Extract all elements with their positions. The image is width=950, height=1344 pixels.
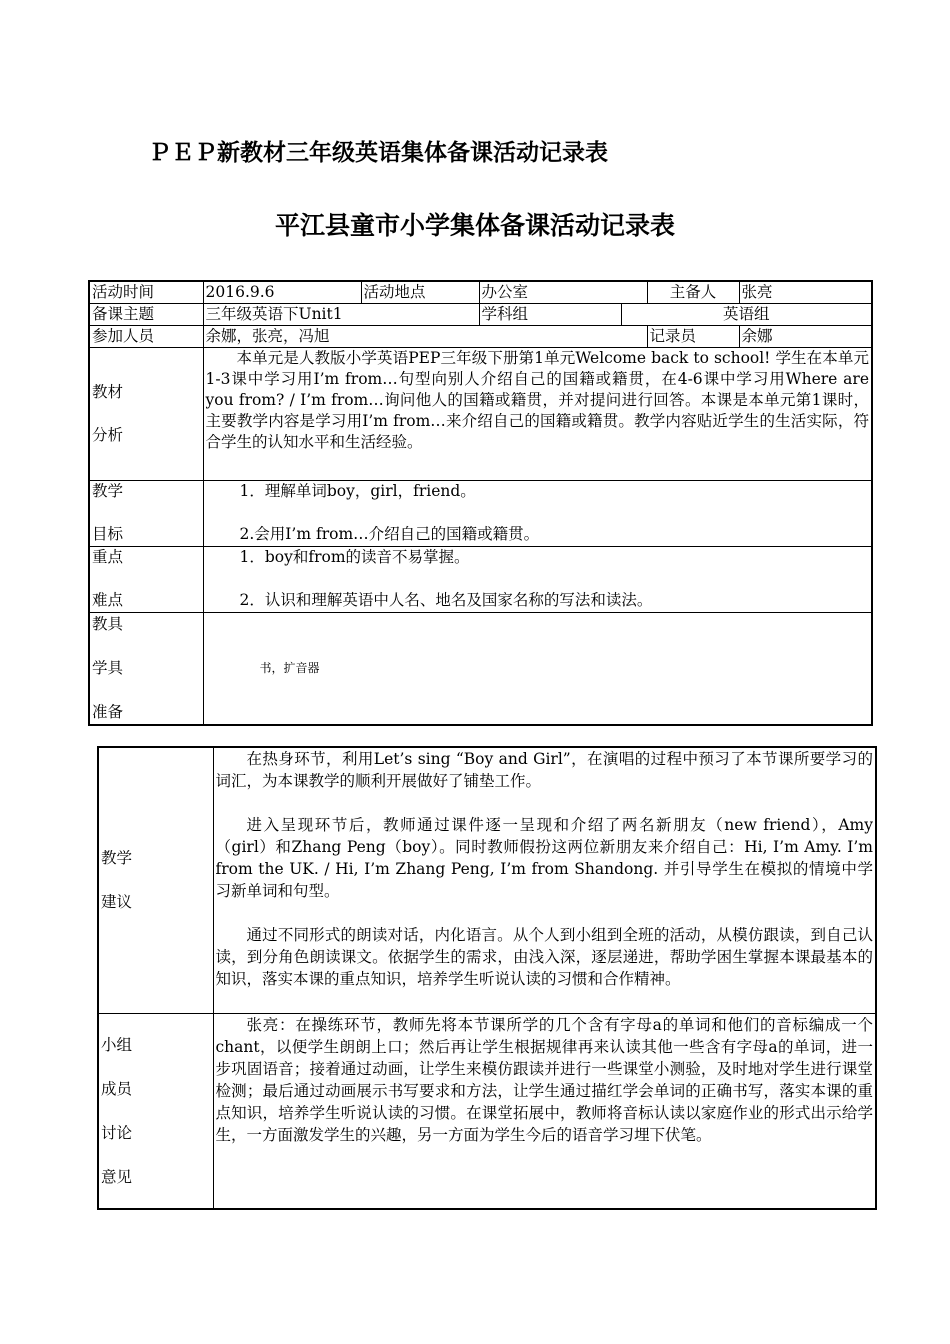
group-value: 英语组 [621,304,872,326]
activity-record-table [88,280,873,726]
topic-label: 备课主题 [89,304,203,326]
discussion-row [98,1013,876,1209]
participants-value: 余娜，张亮，冯旭 [203,326,647,348]
place-value: 办公室 [479,281,647,304]
suggestions-row [98,747,876,1013]
tools-label: 教具 学具 准备 [89,613,203,725]
analysis-label: 教材 分析 [89,348,203,481]
host-value: 张亮 [739,281,872,304]
place-label: 活动地点 [361,281,479,304]
suggestion-para-2: 进入呈现环节后，教师通过课件逐一呈现和介绍了两名新朋友（new friend），Amy（girl）和Zhang Peng（boy）。同时教师假扮这两位新朋友来介绍自己：Hi, I’m Amy. I’m from the UK. / Hi, I’m Zhang Peng, I’m from Shandong. 并引导学生在模拟的情境中学习新单词和句型。 [215,816,873,900]
goal-item-2: 2.会用I’m from…介绍自己的国籍或籍贯。 [239,525,540,543]
keypoint-item-1: 1．boy和from的读音不易掌握。 [239,548,470,566]
group-label: 学科组 [479,304,621,326]
keypoint-item-2: 2．认识和理解英语中人名、地名及国家名称的写法和读法。 [239,591,653,609]
participants-label: 参加人员 [89,326,203,348]
discussion-label: 小组 成员 讨论 意见 [98,1013,213,1209]
info-row-3 [89,326,872,348]
tools-row [89,613,872,725]
analysis-text: 本单元是人教版小学英语PEP三年级下册第1单元Welcome back to school! 学生在本单元1-3课中学习用I’m from…句型向别人介绍自己的国籍或籍贯，在4-6课中学习用Where are you from? / I’m from…询问他人的国籍或籍贯，并对提问进行回答。本课是本单元第1课时，主要教学内容是学习用I’m from…来介绍自己的国籍或籍贯。教学内容贴近学生的生活实际，符合学生的认知水平和生活经验。 [205,349,870,451]
topic-value: 三年级英语下Unit1 [203,304,479,326]
analysis-text-cell [203,348,872,481]
goals-label: 教学 目标 [89,481,203,547]
keypoints-label: 重点 难点 [89,547,203,613]
suggestions-cell [213,747,876,1013]
suggestions-label: 教学 建议 [98,747,213,1013]
discussion-table [97,746,877,1210]
keypoints-cell [203,547,872,613]
time-value: 2016.9.6 [203,281,361,304]
host-label: 主备人 [647,281,739,304]
document-title: ＰＥＰ新教材三年级英语集体备课活动记录表 [148,140,608,166]
goals-row [89,481,872,547]
tools-value: 书，扩音器 [203,613,872,725]
goals-cell [203,481,872,547]
suggestion-para-3: 通过不同形式的朗读对话，内化语言。从个人到小组到全班的活动，从模仿跟读，到自己认读，到分角色朗读课文。依据学生的需求，由浅入深，逐层递进，帮助学困生掌握本课最基本的知识，落实本课的重点知识，培养学生听说认读的习惯和合作精神。 [215,926,873,988]
goal-item-1: 1．理解单词boy，girl，friend。 [239,482,476,500]
discussion-text: 张亮：在操练环节，教师先将本节课所学的几个含有字母a的单词和他们的音标编成一个chant，以便学生朗朗上口；然后再让学生根据规律再来认读其他一些含有字母a的单词，进一步巩固语音；接着通过动画，让学生来模仿跟读并进行一些课堂小测验，及时地对学生进行课堂检测；最后通过动画展示书写要求和方法，让学生通过描红学会单词的正确书写，落实本课的重点知识，培养学生听说认读的习惯。在课堂拓展中，教师将音标认读以家庭作业的形式出示给学生，一方面激发学生的兴趣，另一方面为学生今后的语音学习埋下伏笔。 [215,1015,873,1144]
analysis-row [89,348,872,481]
recorder-value: 余娜 [739,326,872,348]
recorder-label: 记录员 [647,326,739,348]
time-label: 活动时间 [89,281,203,304]
keypoints-row [89,547,872,613]
discussion-cell [213,1013,876,1209]
info-row-2 [89,304,872,326]
info-row-1 [89,281,872,304]
school-form-title: 平江县童市小学集体备课活动记录表 [274,211,675,240]
suggestion-para-1: 在热身环节，利用Let’s sing “Boy and Girl”，在演唱的过程中预习了本节课所要学习的词汇，为本课教学的顺利开展做好了铺垫工作。 [215,750,873,790]
